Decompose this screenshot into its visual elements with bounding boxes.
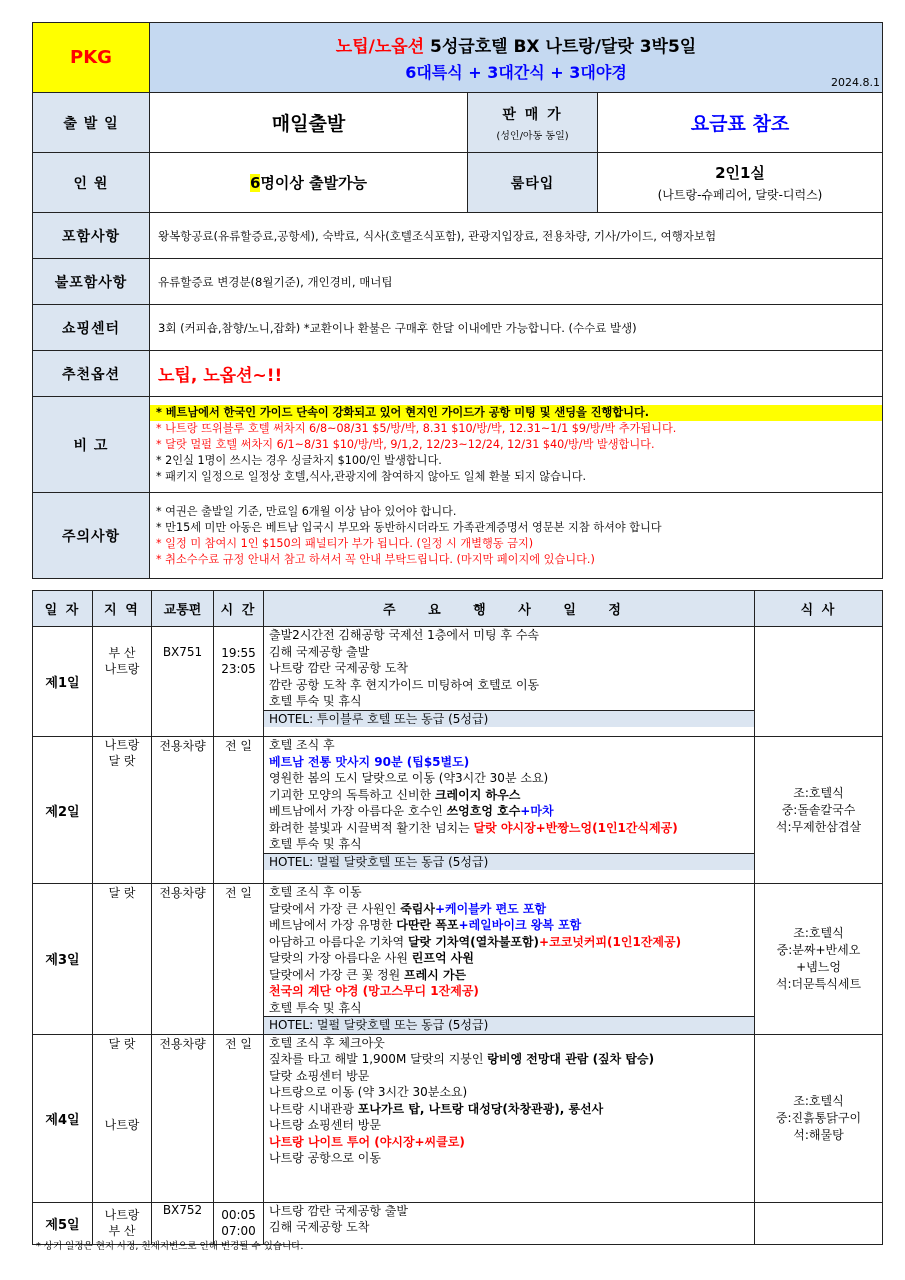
people-value: 6명이상 출발가능 <box>150 153 468 213</box>
meals: 조:호텔식 중:진흙통닭구이 석:해물탕 <box>755 1034 883 1202</box>
day-label: 제2일 <box>33 737 93 884</box>
region: 나트랑 부 산 <box>93 1202 152 1244</box>
schedule-detail: 호텔 조식 후 이동 달랏에서 가장 큰 사원인 죽림사+케이블카 편도 포함 베트남에서 가장 유명한 다딴란 폭포+레일바이크 왕복 포함 아담하고 아름다운 기차역 달랏 기차역(열차불포함)+코코넛커피(1인1잔제공) 달랏의 가장 아름다운 사원 린프억 사원 달랏에서 가장 큰 꽃 정원 프레시 가든 천국의 계단 야경 (망고스무디 1잔제공) 호텔 투숙 및 휴식 HOTEL: 멀펄 달랏호텔 또는 동급 (5성급) <box>264 884 755 1035</box>
col-day: 일 자 <box>33 591 93 627</box>
package-info-table <box>32 22 883 579</box>
time: 전 일 <box>214 737 264 884</box>
meals: 조:호텔식 중:분짜+반세오 +넴느엉 석:더문특식세트 <box>755 884 883 1035</box>
time: 00:05 07:00 <box>214 1202 264 1244</box>
remark-item: * 달랏 멀펄 호텔 써차지 6/1~8/31 $10/방/박, 9/1,2, 12/23~12/24, 12/31 $40/방/박 발생합니다. <box>156 437 655 451</box>
footnote: * 상기 일정은 현지 사정, 천재지변으로 인해 변경될 수 있습니다. <box>36 1241 304 1252</box>
option-label: 추천옵션 <box>33 351 150 397</box>
transport: 전용차량 <box>152 1034 214 1202</box>
remark-item: * 나트랑 뜨위블루 호텔 써차지 6/8~08/31 $5/방/박, 8.31 $10/방/박, 12.31~1/1 $9/방/박 추가됩니다. <box>156 421 677 435</box>
caution-item: * 여권은 출발일 기준, 만료일 6개월 이상 남아 있어야 합니다. <box>156 504 457 518</box>
day-row <box>33 737 883 884</box>
caution-label: 주의사항 <box>33 493 150 579</box>
region: 달 랏 <box>93 884 152 1035</box>
day-label: 제3일 <box>33 884 93 1035</box>
caution-list <box>150 493 883 579</box>
day-label: 제5일 <box>33 1202 93 1244</box>
col-region: 지 역 <box>93 591 152 627</box>
meals <box>755 1202 883 1244</box>
include-label: 포함사항 <box>33 213 150 259</box>
col-time: 시 간 <box>214 591 264 627</box>
col-schedule: 주 요 행 사 일 정 <box>264 591 755 627</box>
schedule-detail: 호텔 조식 후 베트남 전통 맛사지 90분 (팁$5별도) 영원한 봄의 도시 달랏으로 이동 (약3시간 30분 소요) 기괴한 모양의 독특하고 신비한 크레이지 하우스 베트남에서 가장 아름다운 호수인 쓰엉흐엉 호수+마차 화려한 불빛과 시끌벅적 활기찬 넘치는 달랏 야시장+반짱느엉(1인1간식제공) 호텔 투숙 및 휴식 HOTEL: 멀펄 달랏호텔 또는 동급 (5성급) <box>264 737 755 884</box>
depart-value: 매일출발 <box>150 93 468 153</box>
package-title: 노팁/노옵션 5성급호텔 BX 나트랑/달랏 3박5일 6대특식 + 3대간식 + 3대야경 2024.8.1 <box>150 23 883 93</box>
remark-item: * 2인실 1명이 쓰시는 경우 싱글차지 $100/인 발생합니다. <box>156 453 442 467</box>
room-label: 룸타입 <box>468 153 598 213</box>
hotel-line: HOTEL: 멀펄 달랏호텔 또는 동급 (5성급) <box>264 1016 754 1034</box>
region: 부 산 나트랑 <box>93 627 152 737</box>
caution-item: * 만15세 미만 아동은 베트남 입국시 부모와 동반하시더라도 가족관계증명서 영문본 지참 하셔야 합니다 <box>156 520 662 534</box>
day-row <box>33 1034 883 1202</box>
transport: 전용차량 <box>152 737 214 884</box>
day-label: 제4일 <box>33 1034 93 1202</box>
price-value: 요금표 참조 <box>598 93 883 153</box>
hotel-line: HOTEL: 멀펄 달랏호텔 또는 동급 (5성급) <box>264 853 754 871</box>
remark-item: * 베트남에서 한국인 가이드 단속이 강화되고 있어 현지인 가이드가 공항 미팅 및 샌딩을 진행합니다. <box>150 405 882 421</box>
schedule-detail: 나트랑 깜란 국제공항 출발 김해 국제공항 도착 <box>264 1202 755 1244</box>
col-transport: 교통편 <box>152 591 214 627</box>
transport: 전용차량 <box>152 884 214 1035</box>
schedule-detail: 호텔 조식 후 체크아웃 짚차를 타고 해발 1,900M 달랏의 지붕인 랑비엥 전망대 관람 (짚차 탑승) 달랏 쇼핑센터 방문 나트랑으로 이동 (약 3시간 30분소요) 나트랑 시내관광 포나가르 탑, 나트랑 대성당(차창관광), 롱선사 나트랑 쇼핑센터 방문 나트랑 나이트 투어 (야시장+씨클로) 나트랑 공항으로 이동 <box>264 1034 755 1202</box>
col-meal: 식 사 <box>755 591 883 627</box>
remarks-list <box>150 397 883 493</box>
package-subtitle: 6대특식 + 3대간식 + 3대야경 <box>405 63 627 82</box>
caution-item: * 일정 미 참여시 1인 $150의 패널티가 부가 됩니다. (일정 시 개별행동 금지) <box>156 536 534 550</box>
region: 달 랏 나트랑 <box>93 1034 152 1202</box>
time: 19:55 23:05 <box>214 627 264 737</box>
remark-item: * 패키지 일정으로 일정상 호텔,식사,관광지에 참여하지 않아도 일체 환불 되지 않습니다. <box>156 469 587 483</box>
meals: 조:호텔식 중:돌솥칼국수 석:무제한삼겹살 <box>755 737 883 884</box>
pkg-label: PKG <box>33 23 150 93</box>
remark-label: 비 고 <box>33 397 150 493</box>
day-row <box>33 627 883 737</box>
option-value: 노팁, 노옵션~!! <box>150 351 883 397</box>
people-label: 인 원 <box>33 153 150 213</box>
meals <box>755 627 883 737</box>
price-label: 판 매 가 (성인/아동 동일) <box>468 93 598 153</box>
depart-label: 출 발 일 <box>33 93 150 153</box>
time: 전 일 <box>214 1034 264 1202</box>
day-row <box>33 884 883 1035</box>
include-value: 왕복항공료(유류할증료,공항세), 숙박료, 식사(호텔조식포함), 관광지입장료, 전용차량, 기사/가이드, 여행자보험 <box>150 213 883 259</box>
shop-label: 쇼핑센터 <box>33 305 150 351</box>
issue-date: 2024.8.1 <box>831 76 880 89</box>
hotel-line: HOTEL: 투이블루 호텔 또는 동급 (5성급) <box>264 710 754 728</box>
time: 전 일 <box>214 884 264 1035</box>
day-label: 제1일 <box>33 627 93 737</box>
transport: BX752 <box>152 1202 214 1244</box>
region: 나트랑 달 랏 <box>93 737 152 884</box>
schedule-detail: 출발2시간전 김해공항 국제선 1층에서 미팅 후 수속 김해 국제공항 출발 나트랑 깜란 국제공항 도착 깜란 공항 도착 후 현지가이드 미팅하여 호텔로 이동 호텔 투숙 및 휴식 HOTEL: 투이블루 호텔 또는 동급 (5성급) <box>264 627 755 737</box>
exclude-label: 불포함사항 <box>33 259 150 305</box>
exclude-value: 유류할증료 변경분(8월기준), 개인경비, 매너팁 <box>150 259 883 305</box>
schedule-table <box>32 590 883 1245</box>
transport: BX751 <box>152 627 214 737</box>
caution-item: * 취소수수료 규정 안내서 참고 하셔서 꼭 안내 부탁드립니다. (마지막 페이지에 있습니다.) <box>156 552 595 566</box>
shop-value: 3회 (커피숍,참향/노니,잡화) *교환이나 환불은 구매후 한달 이내에만 가능합니다. (수수료 발생) <box>150 305 883 351</box>
room-value: 2인1실 (나트랑-슈페리어, 달랏-디럭스) <box>598 153 883 213</box>
